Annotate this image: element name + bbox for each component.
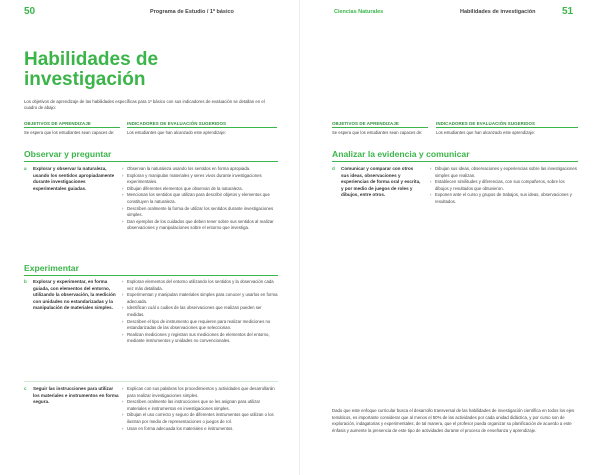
oa-column-head: OBJETIVOS DE APRENDIZAJE xyxy=(24,121,91,126)
indicators-column-head: INDICADORES DE EVALUACIÓN SUGERIDOS xyxy=(436,121,536,126)
indicators-column-sub: Los estudiantes que han alcanzado este aprendizaje: xyxy=(127,130,226,135)
indicators-list-a xyxy=(122,166,278,232)
objective-text: Seguir las instrucciones para utilizar los materiales e instrumentos en forma segura. xyxy=(33,386,119,405)
subject-header: Ciencias Naturales xyxy=(334,9,384,15)
objective-letter: c xyxy=(24,386,27,391)
objective-b xyxy=(24,279,119,312)
oa-column-sub: Se espera que los estudiantes sean capaces de: xyxy=(24,130,115,135)
indicator-item: › Dan ejemplos de los cuidados que deben tener sobre sus sentidos al realizar observaciones y manipulaciones sobre el entorno que investiga. xyxy=(122,219,278,232)
indicators-list-b xyxy=(122,279,278,345)
indicator-item: › Exponen ante el curso y grupos de trabajos, sus ideas, observaciones y resultados. xyxy=(430,192,578,205)
indicators-head-rule xyxy=(436,127,578,128)
objective-letter: d xyxy=(332,166,335,171)
oa-head-rule xyxy=(332,127,428,128)
objective-a xyxy=(24,166,119,192)
indicators-list-d xyxy=(430,166,578,206)
indicator-item: › Exploran y manipulan materiales y seres vivos durante investigaciones experimentales. xyxy=(122,173,278,186)
indicator-item: › Dibujan diferentes elementos que observan de la naturaleza. xyxy=(122,186,278,193)
oa-column-head: OBJETIVOS DE APRENDIZAJE xyxy=(332,121,399,126)
section-analizar-comunicar: Analizar la evidencia y comunicar xyxy=(332,149,470,159)
indicator-item: › Observan la naturaleza usando los sentidos en forma apropiada. xyxy=(122,166,278,173)
right-page-number: 51 xyxy=(562,6,574,17)
section-rule xyxy=(24,275,278,276)
indicator-item: › Experimentan y manipulan materiales simples para conocer y usarlos en forma adecuada. xyxy=(122,292,278,305)
left-page-number: 50 xyxy=(24,6,36,17)
closing-paragraph: Dado que este enfoque curricular busca el desarrollo transversal de las habilidades de investigación científica en todos los ejes temáticos, es importante considerar que al menos el 50% de las actividades por cada unidad didáctica, y por curso son de exploración, indagatorias y experimentales; de tal manera, que el profesor pueda organizar su planificación de acuerdo a este énfasis y aumente la presencia de este tipo de actividades durante el proceso de enseñanza y aprendizaje. xyxy=(332,408,575,433)
section-rule xyxy=(332,161,578,162)
indicator-item: › Dibujan el uso correcto y seguro de diferentes instrumentos que utilizan o los ilustran por medio de representaciones o juegos de rol. xyxy=(122,412,278,425)
objective-c xyxy=(24,386,119,406)
indicator-item: › Describen oralmente la forma de utilizar los sentidos durante investigaciones simples. xyxy=(122,206,278,219)
indicators-list-c xyxy=(122,386,278,432)
objective-text: Comunicar y comparar con otros sus ideas, observaciones y experiencias de forma oral y escrita, y por medio de juegos de roles y dibujos, entre otros. xyxy=(341,166,421,198)
objective-letter: a xyxy=(24,166,27,171)
indicator-item: › Exploran elementos del entorno utilizando los sentidos y la observación cada vez más detallada. xyxy=(122,279,278,292)
row-divider xyxy=(24,381,278,382)
objective-letter: b xyxy=(24,279,27,284)
indicators-column-head: INDICADORES DE EVALUACIÓN SUGERIDOS xyxy=(127,121,227,126)
page-title: Habilidades de investigación xyxy=(24,49,159,90)
oa-column-sub: Se espera que los estudiantes sean capaces de: xyxy=(332,130,423,135)
indicator-item: › Describen el tipo de instrumento que requieren para realizar mediciones no estandarizadas de las observaciones que seleccionan. xyxy=(122,319,278,332)
section-experimentar: Experimentar xyxy=(24,263,79,273)
objective-d xyxy=(332,166,421,199)
running-title: Programa de Estudio / 1º básico xyxy=(150,9,234,15)
intro-text: Los objetivos de aprendizaje de las habilidades específicas para 1º básico con sus indicadores de evaluación se detallan en el cuadro de abajo: xyxy=(24,99,265,110)
right-page xyxy=(300,0,600,475)
indicator-item: › Usan en forma adecuada los materiales e instrumentos. xyxy=(122,426,278,433)
oa-head-rule xyxy=(24,127,120,128)
indicators-head-rule xyxy=(127,127,277,128)
indicator-item: › Describen oralmente las instrucciones que se les asignan para utilizar materiales e instrumentos en investigaciones simples. xyxy=(122,399,278,412)
indicator-item: › Establecen similitudes y diferencias, con sus compañeros, sobre los dibujos y resultados que obtuvieron. xyxy=(430,179,578,192)
indicator-item: › Identifican cuál o cuáles de las observaciones que realizan pueden ser medidas. xyxy=(122,305,278,318)
indicator-item: › Dibujan sus ideas, observaciones y experiencias sobre las investigaciones simples que realizan. xyxy=(430,166,578,179)
objective-text: Explorar y experimentar, en forma guiada, con elementos del entorno, utilizando la observación, la medición con unidades no estandarizadas y la manipulación de materiales simples. xyxy=(33,279,116,311)
indicator-item: › Explican con sus palabras los procedimientos y actividades que desarrollarán para realizar investigaciones simples. xyxy=(122,386,278,399)
section-rule xyxy=(24,161,278,162)
objective-text: Explorar y observar la naturaleza, usando los sentidos apropiadamente durante investigaciones experimentales guiadas. xyxy=(33,166,115,191)
indicator-item: › Mencionan los sentidos que utilizan para describir objetos y elementos que constituyen la naturaleza. xyxy=(122,192,278,205)
indicators-column-sub: Los estudiantes que han alcanzado este aprendizaje: xyxy=(436,130,535,135)
section-observar-preguntar: Observar y preguntar xyxy=(24,149,112,159)
indicator-item: › Realizan mediciones y registran sus mediciones de elementos del entorno, mediante instrumentos y unidades no convencionales. xyxy=(122,332,278,345)
section-header: Habilidades de investigación xyxy=(460,9,536,15)
